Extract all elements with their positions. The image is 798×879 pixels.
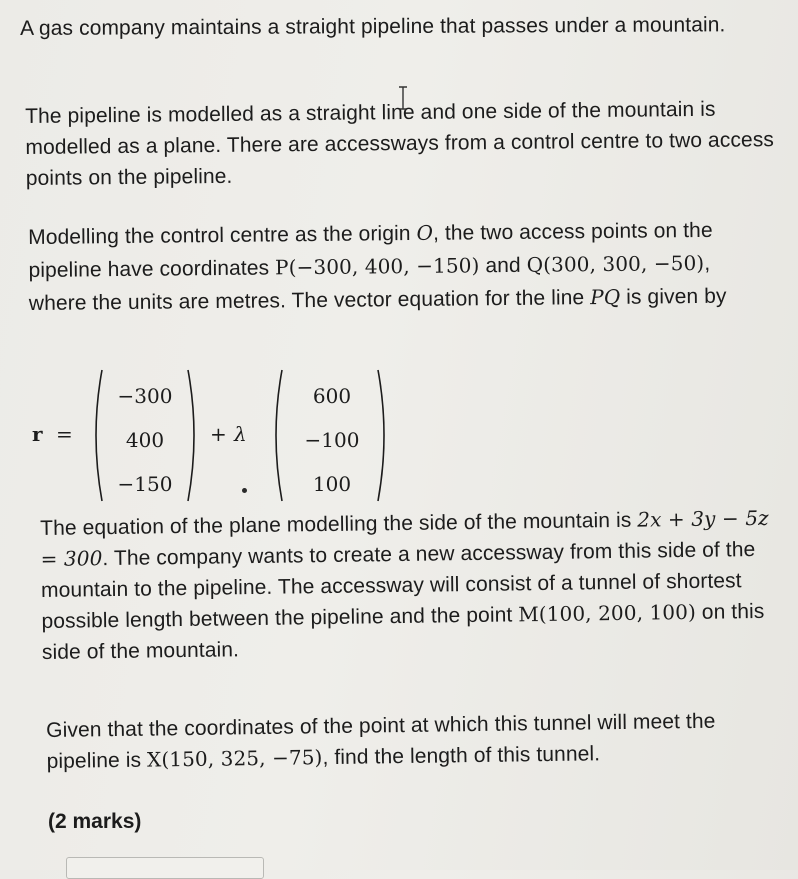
plane-equation: 2x + 3y − 5z = 300 <box>40 505 769 571</box>
position-vector-y: 400 <box>125 428 165 452</box>
p3-mid-text: , the two access points on the pipeline have coordinates <box>28 218 713 282</box>
p5-end-text: , find the length of this tunnel. <box>322 742 601 770</box>
equation-plus: + <box>210 422 227 446</box>
p3-and-text: and <box>479 253 527 278</box>
direction-vector <box>282 374 382 506</box>
p4-end-text: on this side of the mountain. <box>41 599 765 664</box>
paragraph-coordinates <box>28 213 774 320</box>
position-vector <box>100 374 190 506</box>
equation-lambda: λ <box>234 422 247 446</box>
direction-vector-y: −100 <box>304 428 360 452</box>
paragraph-intro: A gas company maintains a straight pipeline that passes under a mountain. <box>20 13 726 40</box>
right-paren-2 <box>376 368 392 503</box>
direction-vector-z: 100 <box>312 472 352 496</box>
p3-end-text: is given by <box>620 284 727 309</box>
direction-vector-x: 600 <box>312 384 352 408</box>
p4-rest-text: . The company wants to create a new accessway from this side of the mountain to the pipeline. The accessway will consist of a tunnel of shortest possible length between the pipeline and the point <box>40 538 756 633</box>
stray-dot <box>242 488 247 493</box>
origin-label: O <box>416 220 434 245</box>
text-cursor-icon <box>398 86 408 110</box>
vector-equation <box>32 368 392 503</box>
answer-input[interactable] <box>66 857 264 879</box>
p3-units-text: , where the units are metres. The vector equation for the line <box>28 251 711 315</box>
paragraph-model: The pipeline is modelled as a straight line and one side of the mountain is modelled as a plane. There are accessways from a control centre to two access points on the pipeline. <box>25 97 775 190</box>
position-vector-x: −300 <box>117 384 173 408</box>
marks-label: (2 marks) <box>48 810 142 833</box>
position-vector-z: −150 <box>117 472 173 496</box>
right-paren-1 <box>186 368 202 503</box>
p4-intro-text: The equation of the plane modelling the side of the mountain is <box>40 508 638 540</box>
point-x: X(150, 325, −75) <box>146 745 323 772</box>
p5-intro-text: Given that the coordinates of the point at which this tunnel will meet the pipeline is <box>46 709 716 773</box>
point-q: Q(300, 300, −50) <box>526 250 705 277</box>
paragraph-plane <box>40 503 772 668</box>
line-name: PQ <box>590 284 621 310</box>
paragraph-task <box>46 705 777 777</box>
point-p: P(−300, 400, −150) <box>274 253 480 280</box>
equation-lhs: r <box>32 422 43 446</box>
equation-equals: = <box>56 422 73 446</box>
p3-intro-text: Modelling the control centre as the origin <box>28 221 417 249</box>
point-m: M(100, 200, 100) <box>518 599 697 627</box>
